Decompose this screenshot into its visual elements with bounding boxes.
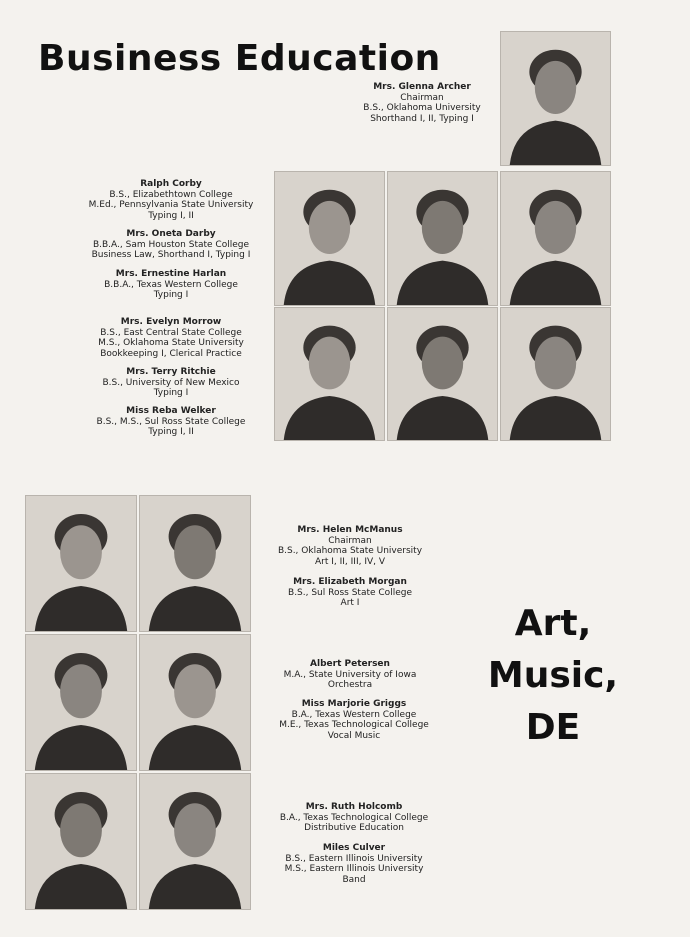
- faculty-line: B.S., Oklahoma University: [363, 103, 481, 113]
- business-education-title: Business Education: [38, 38, 441, 79]
- faculty-line: B.A., Texas Technological College: [279, 812, 429, 823]
- faculty-name: Mrs. Ernestine Harlan: [115, 269, 227, 279]
- title-line-art: Art,: [514, 603, 592, 644]
- faculty-line: Orchestra: [327, 680, 373, 690]
- faculty-name: Miss Reba Welker: [126, 406, 216, 416]
- portrait-photo-morgan: [139, 495, 251, 632]
- faculty-line: Distributive Education: [304, 823, 404, 833]
- faculty-line: Art I, II, III, IV, V: [314, 556, 386, 567]
- faculty-name: Mrs. Terry Ritchie: [126, 367, 216, 377]
- title-line-music: Music,: [487, 655, 619, 696]
- faculty-line: Typing I, II: [148, 210, 194, 221]
- faculty-line: B.S., Eastern Illinois University: [285, 853, 423, 864]
- faculty-name: Mrs. Oneta Darby: [126, 229, 216, 239]
- portrait-photo-petersen: [25, 634, 137, 771]
- faculty-line: B.S., University of New Mexico: [102, 377, 240, 388]
- faculty-bio-mcmanus: [270, 525, 430, 567]
- faculty-name: Mrs. Ruth Holcomb: [305, 802, 403, 812]
- faculty-line: Business Law, Shorthand I, Typing I: [91, 250, 251, 260]
- faculty-line: B.S., M.S., Sul Ross State College: [96, 416, 246, 427]
- faculty-line: Typing I: [153, 290, 189, 300]
- faculty-line: Chairman: [328, 535, 372, 546]
- portrait-photo-welker: [500, 307, 611, 441]
- art-music-de-title: [478, 598, 628, 754]
- portrait-photo-darby: [387, 171, 498, 306]
- portrait-photo-culver: [139, 773, 251, 910]
- faculty-bio-darby: [80, 229, 262, 261]
- portrait-photo-holcomb: [25, 773, 137, 910]
- faculty-bio-culver: [270, 843, 438, 885]
- faculty-name: Albert Petersen: [310, 659, 390, 669]
- faculty-bio-ritchie: [80, 367, 262, 399]
- faculty-line: M.Ed., Pennsylvania State University: [88, 200, 254, 210]
- faculty-name: Miss Marjorie Griggs: [301, 699, 407, 709]
- faculty-bio-holcomb: [270, 802, 438, 834]
- faculty-line: B.A., Texas Western College: [291, 709, 417, 720]
- portrait-photo-ritchie: [387, 307, 498, 441]
- faculty-bio-morgan: [270, 577, 430, 609]
- faculty-line: Typing I, II: [148, 427, 194, 437]
- faculty-line: Art I: [340, 598, 360, 608]
- faculty-line: Typing I: [153, 388, 189, 398]
- faculty-line: B.B.A., Texas Western College: [104, 279, 238, 290]
- faculty-line: Shorthand I, II, Typing I: [370, 113, 474, 124]
- faculty-line: M.A., State University of Iowa: [283, 669, 417, 680]
- faculty-bio-corby: [80, 179, 262, 221]
- faculty-line: B.S., Sul Ross State College: [288, 587, 412, 598]
- portrait-photo-corby: [274, 171, 385, 306]
- portrait-photo-griggs: [139, 634, 251, 771]
- faculty-name: Mrs. Glenna Archer: [373, 82, 471, 92]
- faculty-name: Mrs. Evelyn Morrow: [120, 317, 222, 327]
- faculty-line: Chairman: [400, 92, 444, 103]
- faculty-line: Vocal Music: [327, 730, 381, 741]
- faculty-name: Miles Culver: [322, 843, 386, 853]
- faculty-line: B.B.A., Sam Houston State College: [92, 239, 250, 250]
- faculty-line: B.S., Oklahoma State University: [277, 546, 423, 556]
- faculty-name: Mrs. Elizabeth Morgan: [293, 577, 407, 587]
- portrait-photo-mcmanus: [25, 495, 137, 632]
- faculty-line: M.S., Eastern Illinois University: [284, 864, 424, 874]
- portrait-photo-harlan: [500, 171, 611, 306]
- faculty-bio-griggs: [270, 699, 438, 741]
- faculty-line: M.S., Oklahoma State University: [98, 338, 244, 348]
- faculty-line: Bookkeeping I, Clerical Practice: [100, 348, 242, 359]
- faculty-line: B.S., East Central State College: [100, 327, 242, 338]
- faculty-line: Band: [342, 874, 366, 885]
- faculty-bio-harlan: [80, 269, 262, 301]
- portrait-photo-archer: [500, 31, 611, 166]
- faculty-bio-archer: [352, 82, 492, 124]
- faculty-bio-petersen: [270, 659, 430, 691]
- faculty-line: M.E., Texas Technological College: [279, 720, 429, 730]
- faculty-line: B.S., Elizabethtown College: [109, 189, 233, 200]
- faculty-name: Ralph Corby: [140, 179, 202, 189]
- portrait-photo-morrow: [274, 307, 385, 441]
- faculty-name: Mrs. Helen McManus: [297, 525, 403, 535]
- title-line-de: DE: [525, 707, 581, 748]
- faculty-bio-morrow: [80, 317, 262, 359]
- faculty-bio-welker: [80, 406, 262, 438]
